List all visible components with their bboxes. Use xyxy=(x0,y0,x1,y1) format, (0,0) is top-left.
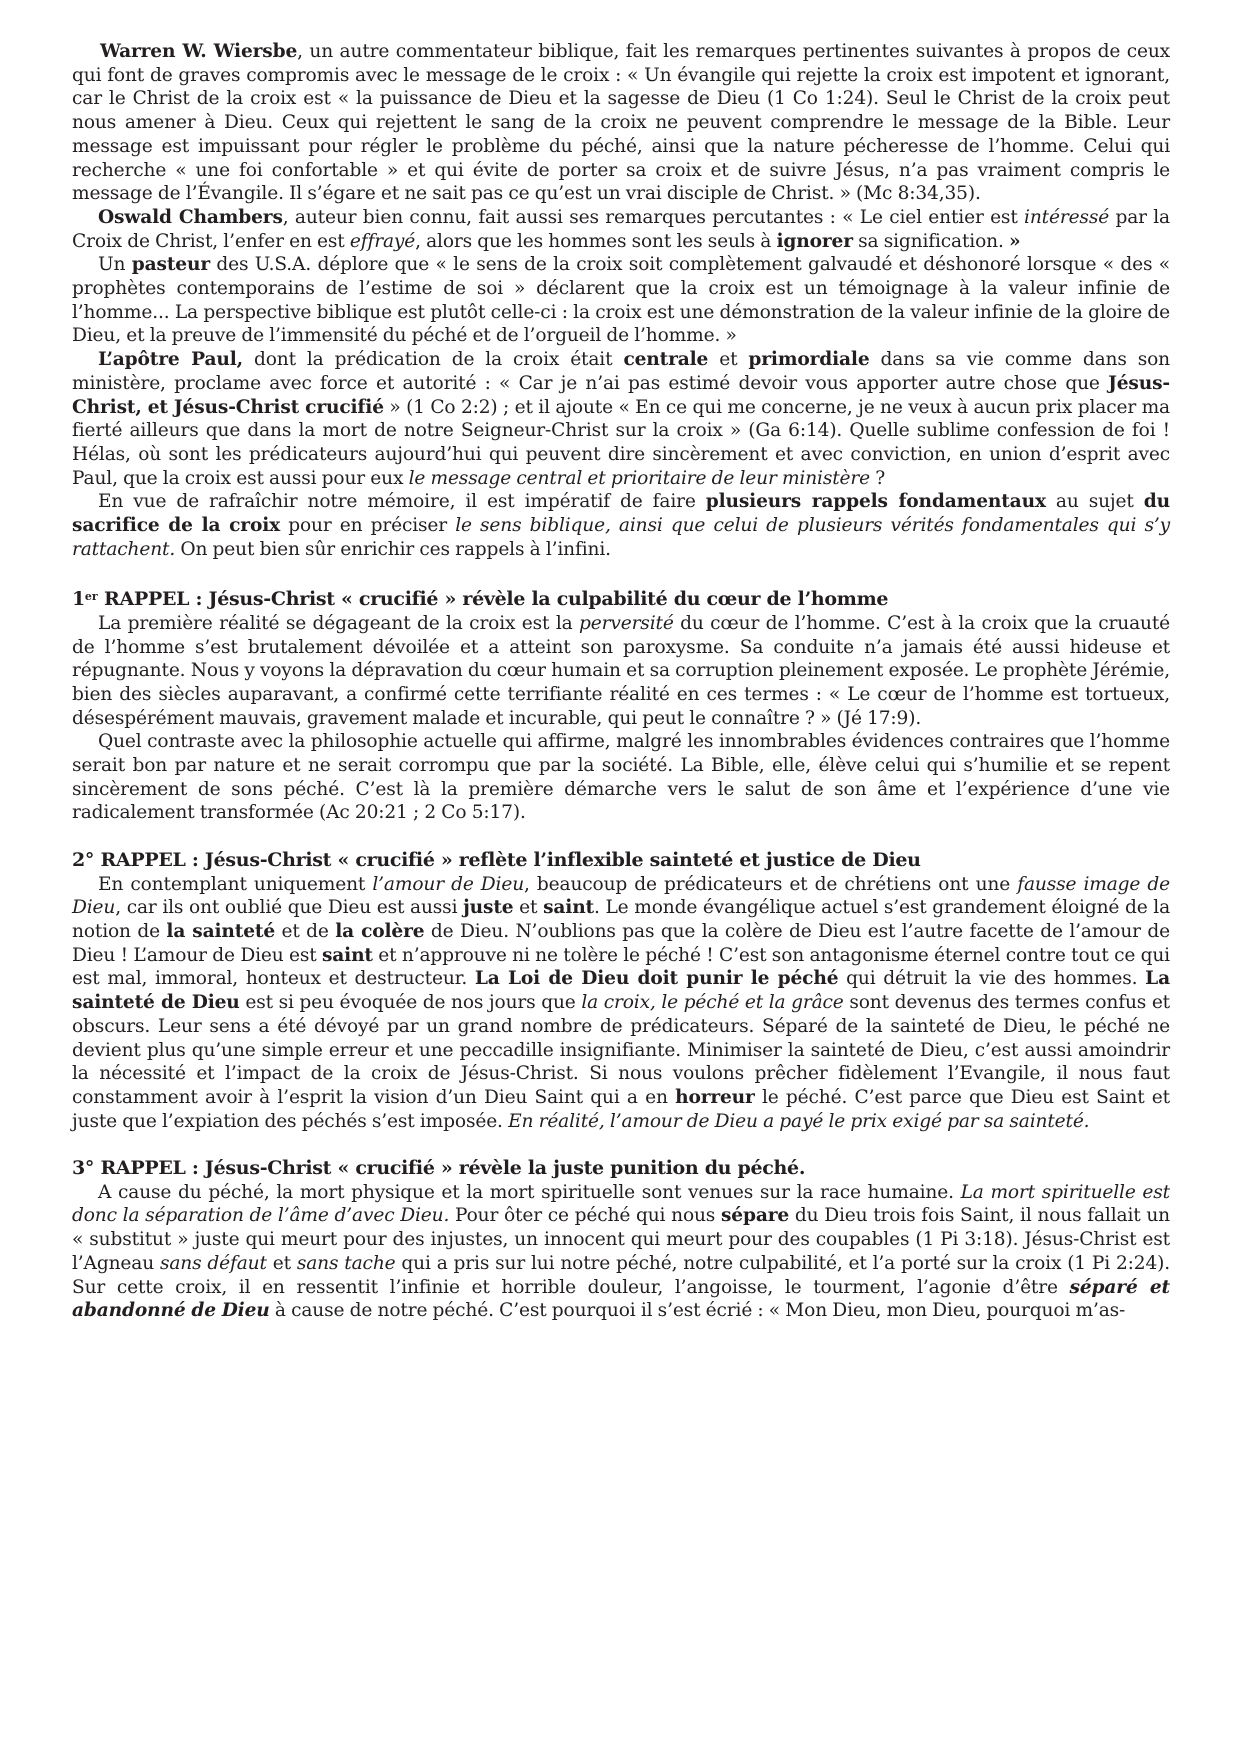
heading-number: 3° xyxy=(72,1157,95,1179)
text-run: . Le monde évangélique actuel s’est grandement éloigné de la notion de xyxy=(72,897,1171,942)
italic-text: En réalité, l’amour de Dieu a payé le prix exigé par sa sainteté. xyxy=(508,1110,1090,1132)
text-run: le péché. C’est parce que Dieu est Saint et juste que l’expiation des péchés s’est imposée. xyxy=(72,1086,1170,1132)
text-run: Quel contraste avec la philosophie actuelle qui affirme, malgré les innombrables évidences contraires que l’homme serait bon par nature et ne serait corrompu que par la société. La Bible, elle, élève celui qui s’humilie et se repent sincèrement de sons péché. C’est là la première démarche vers le salut de son âme et l’expérience d’une vie radicalement transformée (Ac 20:21 ; 2 Co 5:17). xyxy=(72,731,1170,824)
bold-text: La sainteté de Dieu xyxy=(72,968,1170,1014)
text-run: La première réalité se dégageant de la croix est la xyxy=(98,612,580,634)
paragraph-chambers xyxy=(72,206,1170,253)
bold-italic-text: séparé et abandonné de Dieu xyxy=(72,1276,1170,1322)
section-paragraph xyxy=(72,612,1170,731)
paragraph-pasteur xyxy=(72,253,1170,348)
italic-text: l’amour de Dieu xyxy=(372,873,525,895)
bold-text: La Loi de Dieu doit punir le péché xyxy=(474,968,839,990)
text-run: du Dieu trois fois Saint, il nous fallait un « substitut » juste qui meurt pour des injustes, un innocent qui meurt pour des coupables (1 Pi 3:18). Jésus-Christ est l’Agneau xyxy=(72,1205,1171,1274)
text-run: » (1 Co 2:2) ; et il ajoute « En ce qui me concerne, je ne veux à aucun prix placer ma fierté ailleurs que dans la mort de notre Seigneur-Christ sur la croix » (Ga 6:14). Quelle sublime confession de foi ! Hélas, où sont les prédicateurs aujourd’hui qui peuvent dire sincèrement et avec conviction, en union d’esprit avec Paul, que la croix est aussi pour eux xyxy=(72,396,1170,489)
text-run: et xyxy=(708,349,749,371)
italic-text: sans défaut xyxy=(159,1252,267,1274)
text-run: En contemplant uniquement xyxy=(98,873,373,895)
text-run: sa signification. xyxy=(852,230,1009,252)
section-heading xyxy=(72,849,1170,873)
heading-text: RAPPEL : Jésus-Christ « crucifié » révèle la juste punition du péché. xyxy=(94,1157,806,1179)
heading-text: RAPPEL : Jésus-Christ « crucifié » reflète l’inflexible sainteté et justice de Dieu xyxy=(94,848,921,871)
section-heading xyxy=(72,585,1170,612)
bold-text: Warren W. Wiersbe xyxy=(100,41,298,62)
bold-text: du sacrifice de la croix xyxy=(72,491,1170,537)
section-spacer xyxy=(72,825,1170,849)
text-run: On peut bien sûr enrichir ces rappels à l’infini. xyxy=(175,538,611,560)
text-run: ? xyxy=(870,467,886,489)
italic-text: fausse image de Dieu xyxy=(72,873,1170,919)
section-rappel-1 xyxy=(72,585,1170,825)
italic-text: effrayé xyxy=(349,230,416,252)
bold-text: juste xyxy=(463,897,514,919)
text-run: , car ils ont oublié que Dieu est aussi xyxy=(115,897,464,919)
italic-text: intéressé xyxy=(1024,206,1110,228)
bold-text: horreur xyxy=(675,1086,755,1108)
text-run: des U.S.A. déplore que « le sens de la croix soit complètement galvaudé et déshonoré lorsque « des « prophètes contemporains de l’estime de soi » déclarent que la croix est un témoignage à la valeur infinie de l’homme... La perspective biblique est plutôt celle-ci : la croix est une démonstration de la valeur infinie de la gloire de Dieu, et la preuve de l’immensité du péché et de l’orgueil de l’homme. » xyxy=(72,254,1171,347)
bold-text: saint xyxy=(543,897,594,919)
section-spacer xyxy=(72,1133,1170,1157)
text-run: et de xyxy=(275,920,336,942)
text-run: du cœur de l’homme. C’est à la croix que la cruauté de l’homme s’est brutalement dévoilée et a atteint son paroxysme. Sa conduite n’a jamais été aussi hideuse et répugnante. Nous y voyons la dépravation du cœur humain et sa corruption pleinement exposée. Le prophète Jérémie, bien des siècles auparavant, a confirmé cette terrifiante réalité en ces termes : « Le cœur de l’homme est tortueux, désespérément mauvais, gravement malade et incurable, qui peut le connaître ? » (Jé 17:9). xyxy=(72,612,1171,729)
bold-text: sépare xyxy=(720,1205,790,1227)
text-run: de Dieu. N’oublions pas que la colère de Dieu est l’autre facette de l’amour de Dieu ! L’amour de Dieu est xyxy=(72,920,1170,966)
bold-text: saint xyxy=(321,944,373,966)
text-run: qui détruit la vie des hommes. xyxy=(838,968,1146,990)
text-run: dont la prédication de la croix était xyxy=(242,349,624,371)
text-run: et n’approuve ni ne tolère le péché ! C’est son antagonisme éternel contre tout ce qui est mal, immoral, honteux et destructeur. xyxy=(72,944,1170,990)
document-page xyxy=(72,40,1170,1323)
text-run: par la Croix de Christ, l’enfer en est xyxy=(72,206,1170,252)
section-spacer xyxy=(72,561,1170,585)
section-paragraph xyxy=(72,730,1170,825)
italic-text: le sens biblique, ainsi que celui de plusieurs vérités fondamentales qui s’y rattachent. xyxy=(72,515,1170,560)
bold-text: ignorer xyxy=(776,230,853,252)
text-run: , auteur bien connu, fait aussi ses remarques percutantes : « Le ciel entier est xyxy=(282,206,1025,228)
bold-text: L’apôtre Paul, xyxy=(98,349,243,371)
paragraph-rappels-intro xyxy=(72,490,1170,561)
bold-text: Oswald Chambers xyxy=(98,206,283,228)
heading-number: 2° xyxy=(72,848,95,871)
heading-ordinal: er xyxy=(84,590,98,604)
paragraph-paul xyxy=(72,348,1170,490)
italic-text: sans tache xyxy=(296,1252,396,1274)
bold-text: centrale xyxy=(623,349,709,371)
section-paragraph xyxy=(72,1181,1170,1323)
italic-text: le message central et prioritaire de leur ministère xyxy=(408,467,871,489)
italic-text: La mort spirituelle est donc la séparation de l’âme d’avec Dieu. xyxy=(72,1181,1170,1227)
text-run: Pour ôter ce péché qui nous xyxy=(449,1205,721,1227)
text-run: est si peu évoquée de nos jours que xyxy=(239,992,582,1014)
text-run: dans sa vie comme dans son ministère, proclame avec force et autorité : « Car je n’ai pas estimé devoir vous apporter autre chose que xyxy=(72,349,1171,394)
section-rappel-3 xyxy=(72,1157,1170,1323)
text-run: , alors que les hommes sont les seuls à xyxy=(415,230,777,252)
bold-text: plusieurs rappels fondamentaux xyxy=(705,491,1046,513)
bold-text: la colère xyxy=(335,920,425,942)
text-run: au sujet xyxy=(1045,491,1144,513)
text-run: Un xyxy=(98,254,132,276)
text-run: et xyxy=(513,897,544,919)
bold-text: la sainteté xyxy=(166,920,276,942)
text-run: A cause du péché, la mort physique et la mort spirituelle sont venues sur la race humaine. xyxy=(98,1181,961,1203)
intro-section xyxy=(72,40,1170,561)
text-run: et xyxy=(266,1252,297,1274)
section-paragraph xyxy=(72,873,1170,1134)
heading-text: RAPPEL : Jésus-Christ « crucifié » révèle la culpabilité du cœur de l’homme xyxy=(97,588,889,611)
text-run: à cause de notre péché. C’est pourquoi il s’est écrié : « Mon Dieu, mon Dieu, pourquoi m’as- xyxy=(269,1300,1126,1322)
text-run: , beaucoup de prédicateurs et de chrétiens ont une xyxy=(524,873,1018,895)
text-run: sont devenus des termes confus et obscurs. Leur sens a été dévoyé par un grand nombre de prédicateurs. Séparé de la sainteté de Dieu, le péché ne devient plus qu’une simple erreur et une peccadille insignifiante. Minimiser la sainteté de Dieu, c’est aussi amoindrir la nécessité et l’impact de la croix de Jésus-Christ. Si nous voulons prêcher fidèlement l’Evangile, il nous faut constamment avoir à l’esprit la vision d’un Dieu Saint qui a en xyxy=(72,992,1170,1108)
section-rappel-2 xyxy=(72,849,1170,1133)
bold-text: Jésus-Christ, et Jésus-Christ crucifié xyxy=(72,372,1170,418)
bold-text: » xyxy=(1009,230,1021,252)
italic-text: perversité xyxy=(579,612,674,634)
bold-text: primordiale xyxy=(748,349,870,371)
italic-text: la croix, le péché et la grâce xyxy=(581,992,844,1014)
text-run: qui a pris sur lui notre péché, notre culpabilité, et l’a porté sur la croix (1 Pi 2:24). Sur cette croix, il en ressentit l’infinie et horrible douleur, l’angoisse, le tourment, l’agonie d’être xyxy=(72,1252,1170,1298)
bold-text: pasteur xyxy=(131,254,210,276)
heading-number: 1 xyxy=(72,588,85,611)
text-run: , un autre commentateur biblique, fait les remarques pertinentes suivantes à propos de ceux qui font de graves compromis avec le message de le croix : « Un évangile qui rejette la croix est impotent et ignorant, car le Christ de la croix est « la puissance de Dieu et la sagesse de Dieu (1 Co 1:24). Seul le Christ de la croix peut nous amener à Dieu. Ceux qui rejettent le sang de la croix ne peuvent comprendre le message de la Bible. Leur message est impuissant pour régler le problème du péché, ainsi que la nature pécheresse de l’homme. Celui qui recherche « une foi confortable » et qui évite de porter sa croix et de suivre Jésus, n’a pas vraiment compris le message de l’Évangile. Il s’égare et ne sait pas ce qu’est un vrai disciple de Christ. » (Mc 8:34,35). xyxy=(72,41,1170,205)
paragraph-wiersbe xyxy=(72,40,1170,206)
text-run: En vue de rafraîchir notre mémoire, il est impératif de faire xyxy=(98,491,706,513)
text-run: pour en préciser xyxy=(280,515,456,537)
section-heading xyxy=(72,1157,1170,1181)
